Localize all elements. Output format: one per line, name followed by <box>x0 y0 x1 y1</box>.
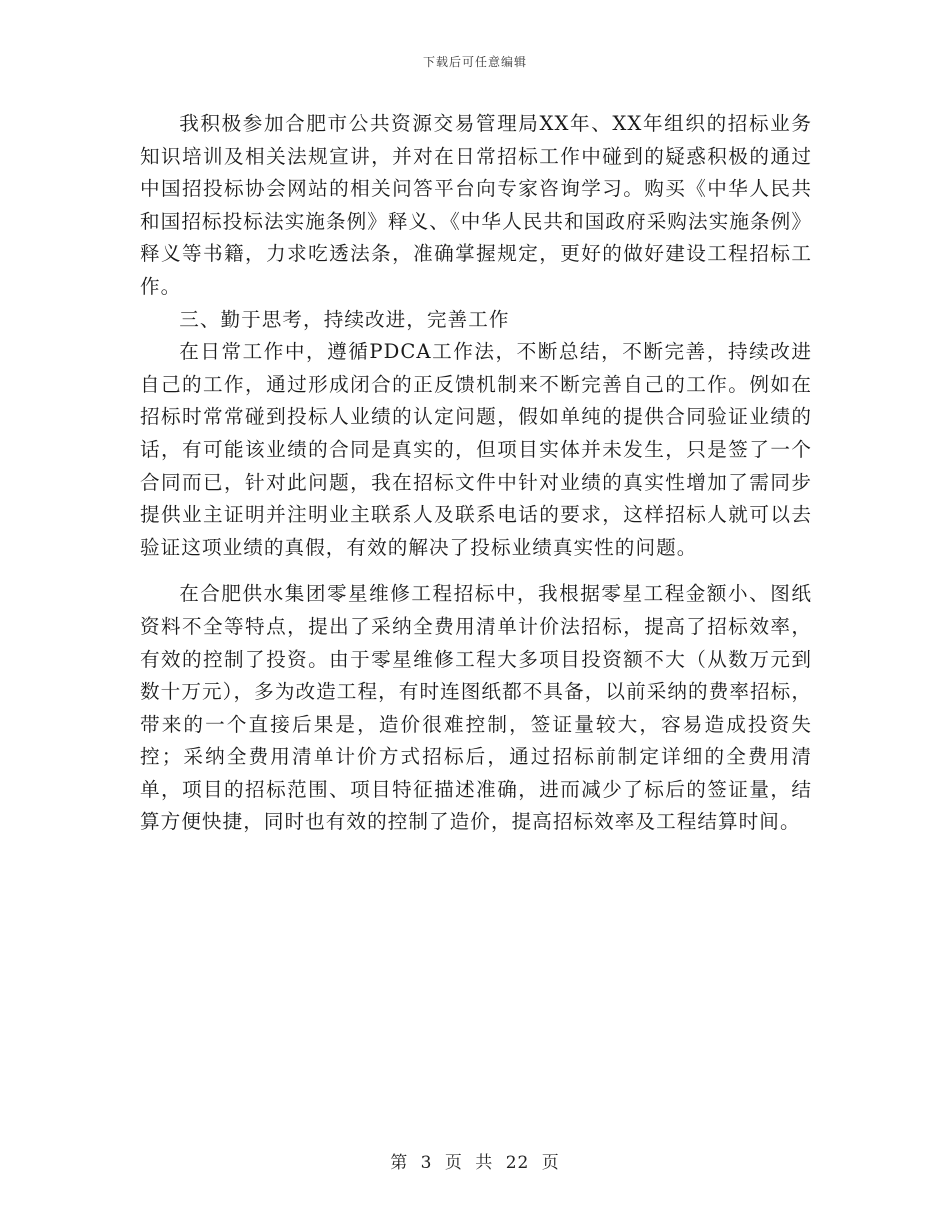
header-note: 下载后可任意编辑 <box>422 55 527 69</box>
document-body <box>140 108 812 839</box>
section-heading: 三、勤于思考，持续改进，完善工作 <box>179 307 510 331</box>
page-number-footer: 第 3 页 共 22 页 <box>390 1153 560 1173</box>
paragraph-water-supply: 在合肥供水集团零星维修工程招标中，我根据零星工程金额小、图纸资料不全等特点，提出了采纳全费用清单计价法招标，提高了招标效率，有效的控制了投资。由于零星维修工程大多项目投资额不大（从数万元到数十万元），多为改造工程，有时连图纸都不具备，以前采纳的费率招标，带来的一个直接后果是，造价很难控制，签证量较大，容易造成投资失控；采纳全费用清单计价方式招标后，通过招标前制定详细的全费用清单，项目的招标范围、项目特征描述准确，进而减少了标后的签证量，结算方便快捷，同时也有效的控制了造价，提高招标效率及工程结算时间。 <box>140 582 812 834</box>
paragraph-pdca: 在日常工作中，遵循PDCA工作法，不断总结，不断完善，持续改进自己的工作，通过形成闭合的正反馈机制来不断完善自己的工作。例如在招标时常常碰到投标人业绩的认定问题，假如单纯的提供合同验证业绩的话，有可能该业绩的合同是真实的，但项目实体并未发生，只是签了一个合同而已，针对此问题，我在招标文件中针对业绩的真实性增加了需同步提供业主证明并注明业主联系人及联系电话的要求，这样招标人就可以去验证这项业绩的真假，有效的解决了投标业绩真实性的问题。 <box>140 340 812 559</box>
paragraph-training: 我积极参加合肥市公共资源交易管理局XX年、XX年组织的招标业务知识培训及相关法规宣讲，并对在日常招标工作中碰到的疑惑积极的通过中国招投标协会网站的相关问答平台向专家咨询学习。购买《中华人民共和国招标投标法实施条例》释义、《中华人民共和国政府采购法实施条例》释义等书籍，力求吃透法条，准确掌握规定，更好的做好建设工程招标工作。 <box>140 112 812 298</box>
